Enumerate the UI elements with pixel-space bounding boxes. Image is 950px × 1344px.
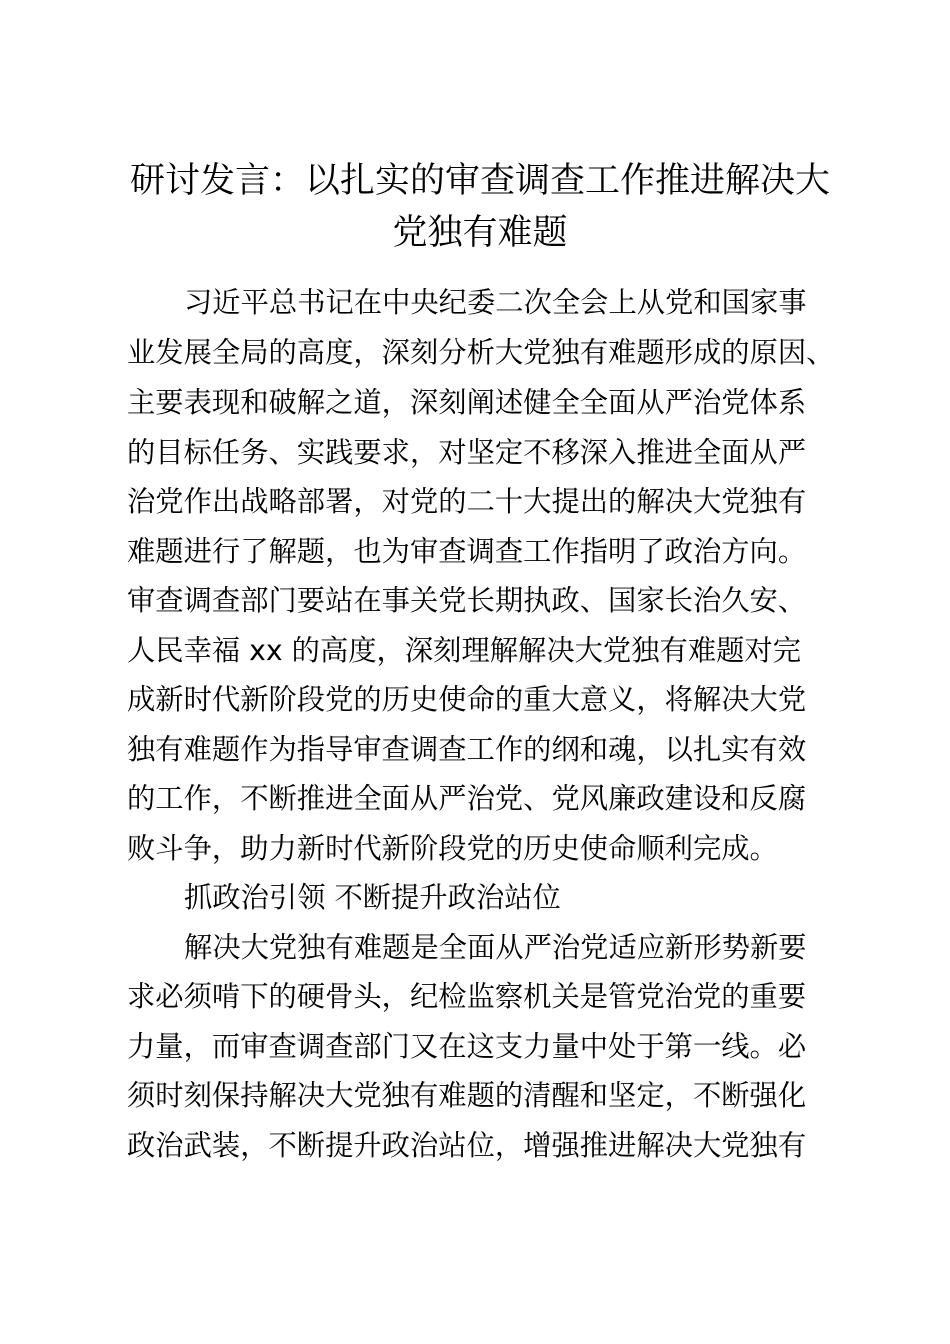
paragraph-1-line-3: 主要表现和破解之道，深刻阐述健全全面从严治党体系	[127, 386, 807, 419]
section-heading: 抓政治引领 不断提升政治站位	[184, 881, 561, 914]
paragraph-1-line-4: 的目标任务、实践要求，对坚定不移深入推进全面从严	[127, 436, 807, 469]
paragraph-1-line-11: 的工作，不断推进全面从严治党、党风廉政建设和反腐	[127, 782, 807, 815]
paragraph-1-line-5: 治党作出战略部署，对党的二十大提出的解决大党独有	[127, 485, 807, 518]
paragraph-1-line-9: 成新时代新阶段党的历史使命的重大意义，将解决大党	[127, 683, 807, 716]
document-title-line-1: 研讨发言：以扎实的审查调查工作推进解决大	[129, 161, 830, 201]
paragraph-2-line-2: 求必须啃下的硬骨头，纪检监察机关是管党治党的重要	[127, 980, 807, 1013]
paragraph-2-line-1: 解决大党独有难题是全面从严治党适应新形势新要	[184, 931, 807, 964]
paragraph-1-line-1: 习近平总书记在中央纪委二次全会上从党和国家事	[184, 286, 807, 319]
paragraph-2-line-3: 力量，而审查调查部门又在这支力量中处于第一线。必	[127, 1030, 807, 1063]
paragraph-2-line-5: 政治武装，不断提升政治站位，增强推进解决大党独有	[127, 1129, 807, 1162]
paragraph-1-line-10: 独有难题作为指导审查调查工作的纲和魂，以扎实有效	[127, 733, 807, 766]
paragraph-2-line-4: 须时刻保持解决大党独有难题的清醒和坚定，不断强化	[127, 1079, 807, 1112]
paragraph-1-line-6: 难题进行了解题，也为审查调查工作指明了政治方向。	[127, 535, 807, 568]
paragraph-1-line-7: 审查调查部门要站在事关党长期执政、国家长治久安、	[127, 584, 807, 617]
paragraph-1-line-8: 人民幸福 xx 的高度，深刻理解解决大党独有难题对完	[127, 634, 802, 667]
paragraph-1-line-2: 业发展全局的高度，深刻分析大党独有难题形成的原因、	[127, 336, 835, 369]
document-title-line-2: 党独有难题	[392, 213, 568, 253]
paragraph-1-line-12: 败斗争，助力新时代新阶段党的历史使命顺利完成。	[127, 832, 778, 865]
